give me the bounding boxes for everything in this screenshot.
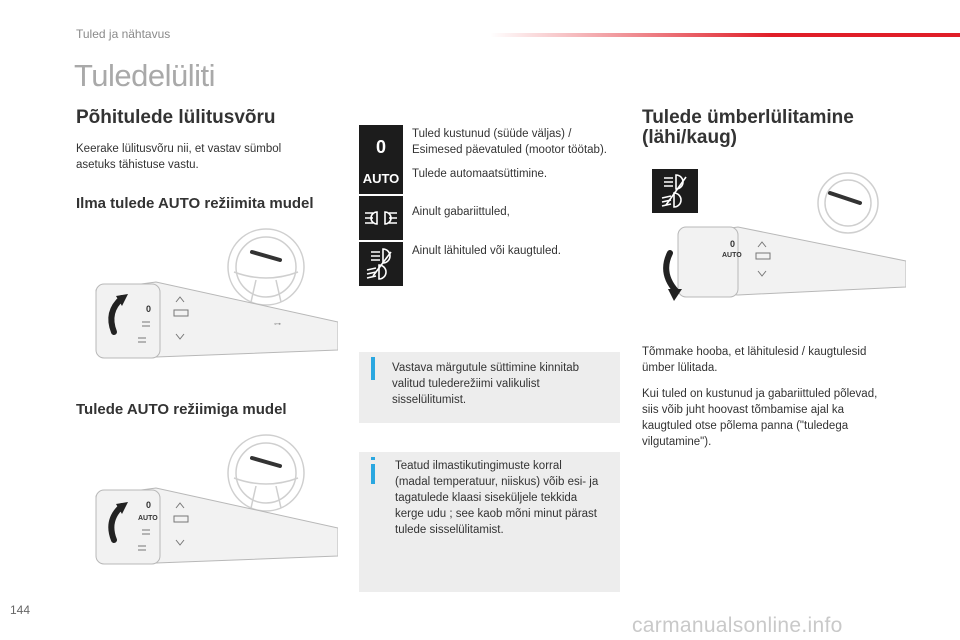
intro-line-1: Keerake lülitusvõru nii, et vastav sümbol <box>76 143 282 155</box>
info1-line-2: valitud tulederežiimi valikulist <box>392 378 540 390</box>
page-number: 144 <box>10 603 31 617</box>
info-icon-dot <box>371 357 375 360</box>
right-para2-line-1: Kui tuled on kustunud ja gabariittuled põlevad, <box>642 388 878 400</box>
info2-line-1: Teatud ilmastikutingimuste korral <box>395 460 562 472</box>
svg-text:⊶: ⊶ <box>274 321 281 328</box>
heading-dipped-line-1: Tulede ümberlülitamine <box>642 107 854 128</box>
dipped-auto-label: AUTO <box>722 252 742 259</box>
section-header: Tuled ja nähtavus <box>76 27 171 41</box>
watermark: carmanualsonline.info <box>632 614 843 637</box>
right-para-1 <box>642 344 866 376</box>
subheading-no-auto: Ilma tulede AUTO režiimita mudel <box>76 195 314 212</box>
info2-line-4: kerge udu ; see kaob mõni minut pärast <box>395 508 598 520</box>
info2-line-5: tulede sisselülitamist. <box>395 524 504 536</box>
stalk-illustration-no-auto <box>76 222 338 372</box>
info-icon-2 <box>371 464 375 484</box>
symbol-headlights-text: Ainult lähituled või kaugtuled. <box>412 245 561 257</box>
heading-dipped-line-2: (lähi/kaug) <box>642 127 738 148</box>
auto-symbol-glyph: AUTO <box>362 170 400 186</box>
heading-dipped-main <box>642 108 854 148</box>
header-accent-rule <box>490 33 960 37</box>
symbol-zero-text-2: Esimesed päevatuled (mootor töötab). <box>412 144 607 156</box>
intro-line-2: asetuks tähistuse vastu. <box>76 159 199 171</box>
auto-symbol-icon <box>359 162 403 194</box>
info2-line-3: tagatulede klaasi siseküljele tekkida <box>395 492 578 504</box>
right-para2-line-2: siis võib juht hoovast tõmbamise ajal ka <box>642 404 844 416</box>
right-para2-line-3: kaugtuled otse põlema panna ("tuledega <box>642 420 849 432</box>
info-box-confirmation <box>359 352 620 423</box>
info2-line-2: (madal temperatuur, niiskus) võib esi- ja <box>395 476 599 488</box>
right-para2-line-4: vilgutamine"). <box>642 436 712 448</box>
info-icon <box>371 360 375 380</box>
headlights-icon <box>359 242 403 286</box>
page-title: Tuledelüliti <box>74 58 216 93</box>
heading-main-switch: Põhitulede lülitusvõru <box>76 107 276 128</box>
zero-label: 0 <box>146 304 152 314</box>
symbol-auto-text: Tulede automaatsüttimine. <box>412 168 548 180</box>
info-box-condensation <box>359 452 620 592</box>
stalk-illustration-auto <box>76 428 338 578</box>
right-para-2 <box>642 386 877 450</box>
zero-symbol-glyph: 0 <box>375 136 386 157</box>
right-para1-line-2: ümber lülitada. <box>642 362 718 374</box>
info1-line-1: Vastava märgutule süttimine kinnitab <box>392 362 580 374</box>
dipped-zero-label: 0 <box>730 239 736 249</box>
dipped-beam-illustration <box>648 165 906 305</box>
auto-label: AUTO <box>138 515 158 522</box>
right-para1-line-1: Tõmmake hooba, et lähitulesid / kaugtulesid <box>642 346 867 358</box>
zero-label-2: 0 <box>146 500 152 510</box>
subheading-auto: Tulede AUTO režiimiga mudel <box>76 401 287 418</box>
sidelights-icon <box>359 196 403 240</box>
info-icon-2-dot <box>371 457 375 460</box>
symbol-zero-text-1: Tuled kustunud (süüde väljas) / <box>412 128 572 140</box>
info1-line-3: sisselülitumist. <box>392 394 467 406</box>
symbol-sidelights-text: Ainult gabariittuled, <box>412 206 510 218</box>
